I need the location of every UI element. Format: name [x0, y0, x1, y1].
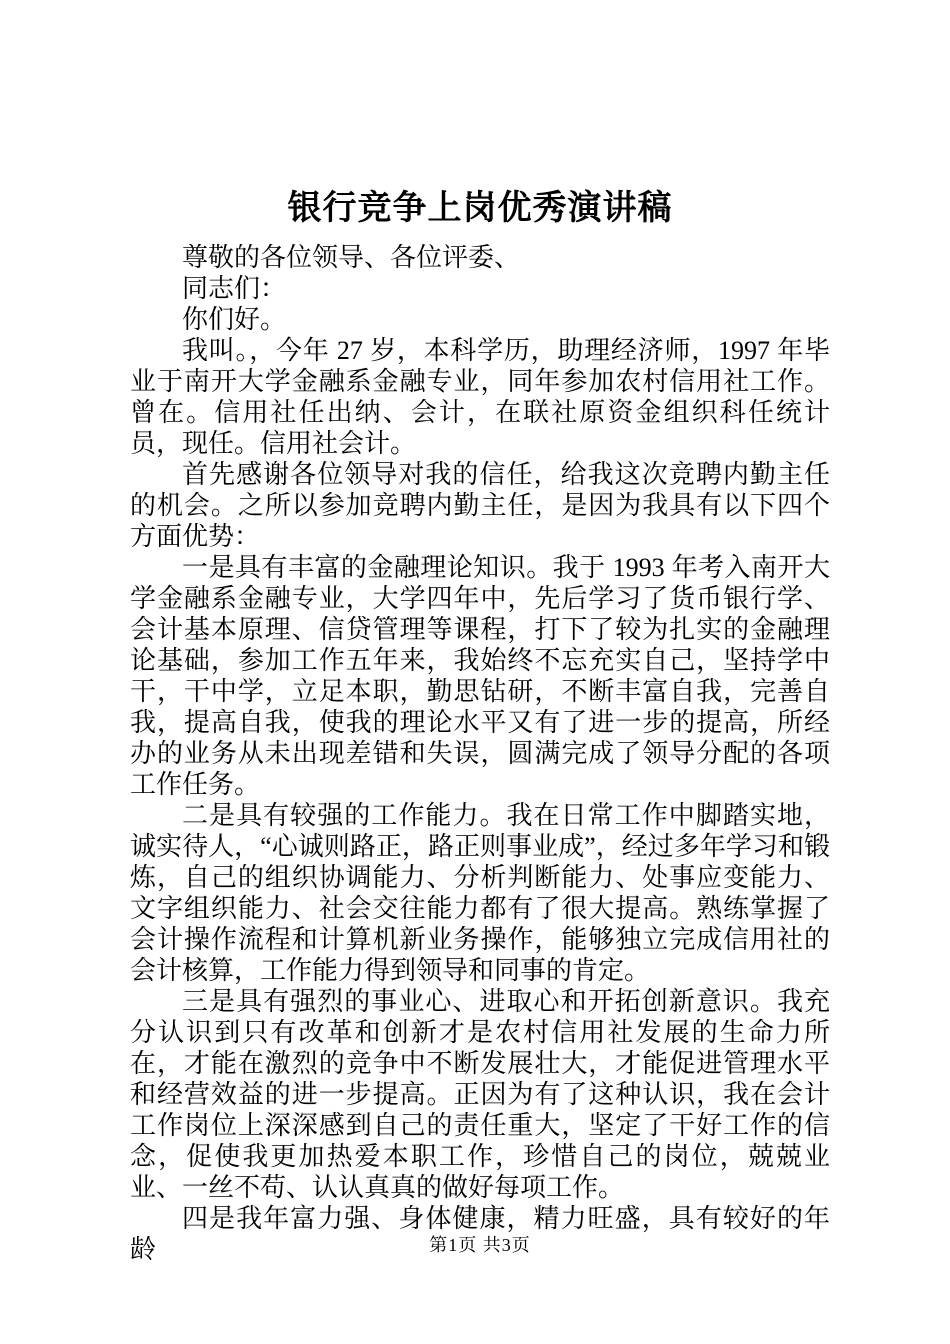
document-title: 银行竞争上岗优秀演讲稿: [287, 190, 673, 227]
paragraph: 四是我年富力强、身体健康，精力旺盛，具有较好的年龄: [130, 1204, 830, 1264]
page-number: 第1页 共3页: [429, 1235, 531, 1255]
paragraph: 首先感谢各位领导对我的信任，给我这次竞聘内勤主任的机会。之所以参加竞聘内勤主任，是因为我具有以下四个方面优势：: [130, 460, 830, 551]
document-body: [130, 188, 830, 1265]
paragraph: 一是具有丰富的金融理论知识。我于 1993 年考入南开大学金融系金融专业，大学四年中，先后学习了货币银行学、会计基本原理、信贷管理等课程，打下了较为扎实的金融理论基础，参加工作五年来，我始终不忘充实自己，坚持学中干，干中学，立足本职，勤思钻研，不断丰富自我，完善自我，提高自我，使我的理论水平又有了进一步的提高，所经办的业务从未出现差错和失误，圆满完成了领导分配的各项工作任务。: [130, 553, 830, 799]
page-footer: [130, 1234, 830, 1256]
paragraph: 我叫。，今年 27 岁，本科学历，助理经济师，1997 年毕业于南开大学金融系金融专业，同年参加农村信用社工作。曾在。信用社任出纳、会计，在联社原资金组织科任统计员，现任。信用社会计。: [130, 336, 830, 458]
paragraph-list: [130, 242, 830, 1265]
paragraph: 二是具有较强的工作能力。我在日常工作中脚踏实地，诚实待人，“心诚则路正，路正则事业成”，经过多年学习和锻炼，自己的组织协调能力、分析判断能力、处事应变能力、文字组织能力、社会交往能力都有了很大提高。熟练掌握了会计操作流程和计算机新业务操作，能够独立完成信用社的会计核算，工作能力得到领导和同事的肯定。: [130, 801, 830, 985]
paragraph: 尊敬的各位领导、各位评委、: [182, 243, 521, 272]
paragraph: 你们好。: [182, 305, 287, 334]
paragraph: 三是具有强烈的事业心、进取心和开拓创新意识。我充分认识到只有改革和创新才是农村信用社发展的生命力所在，才能在激烈的竞争中不断发展壮大，才能促进管理水平和经营效益的进一步提高。正因为有了这种认识，我在会计工作岗位上深深感到自己的责任重大，坚定了干好工作的信念，促使我更加热爱本职工作，珍惜自己的岗位，兢兢业业、一丝不苟、认认真真的做好每项工作。: [130, 987, 830, 1202]
paragraph: 同志们：: [182, 274, 287, 303]
